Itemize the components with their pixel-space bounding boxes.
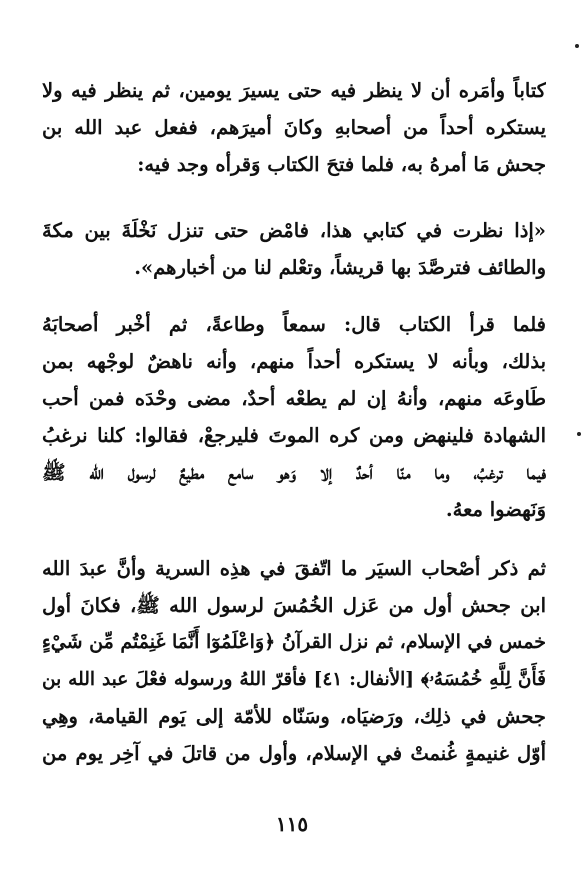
text-line: كتاباً وأمَره أن لا ينظر فيه حتى يسيرَ يومين، ثم ينظر فيه ولا bbox=[42, 79, 546, 102]
paragraph-1 bbox=[42, 72, 546, 183]
text-line: الشهادة فلينهض ومن كره الموتَ فليرجعْ، فقالوا: كلنا نرغبُ bbox=[42, 424, 546, 447]
text-line: فيما ترغبُ، وما منّا أحدٌ إلا وَهو سامع مطيعٌ لرسول الله ﷺ bbox=[42, 461, 546, 484]
margin-mark bbox=[577, 432, 581, 436]
text-line: أوّل غنيمةٍ غُنمتْ في الإسلام، وأول من قاتلَ في آخِر يوم من bbox=[42, 742, 546, 765]
paragraph-3 bbox=[42, 306, 546, 528]
text-line: جحش في ذلِك، ورَضيَاه، وسَنّاه للأمّة إلى يَوم القيامة، وهِي bbox=[42, 705, 546, 728]
paragraph-4 bbox=[42, 550, 546, 772]
quran-verse-line: فَأَنَّ لِلَّهِ خُمُسَهُۥ﴾ [الأنفال: ٤١] فأقرّ اللهُ ورسوله فعْلَ عبد الله بن bbox=[42, 669, 546, 690]
text-line: والطائف فترصَّدَ بها قريشاً، وتعْلم لنا من أخبارهم». bbox=[134, 256, 546, 279]
quran-verse-line: خمس في الإسلام، ثم نزل القرآنُ ﴿وَاعْلَمُوٓا أَنَّمَا غَنِمْتُم مِّن شَيْءٍ bbox=[42, 631, 546, 653]
text-line: بذلك، وبأنه لا يستكره أحداً منهم، وأنه ناهضٌ لوجْهه بمن bbox=[42, 350, 546, 373]
text-line: فلما قرأ الكتاب قال: سمعاً وطاعةً، ثم أخْبر أصحابَهُ bbox=[42, 313, 546, 336]
text-line: وَنَهضوا معهُ. bbox=[445, 498, 546, 521]
quoted-letter bbox=[42, 212, 546, 286]
margin-mark bbox=[575, 44, 579, 48]
page-number: ١١٥ bbox=[275, 812, 309, 836]
text-line: ثم ذكر أصْحاب السيَر ما اتّفقَ في هذِه السرية وأنَّ عبدَ الله bbox=[42, 557, 546, 580]
text-line: «إذا نظرت في كتابي هذا، فامْض حتى تنزل نَخْلَةَ بين مكةَ bbox=[42, 219, 546, 242]
text-line: جحش مَا أمرهُ به، فلما فتحَ الكتاب وَقرأه وجد فيه: bbox=[137, 153, 546, 176]
text-line: ابن جحش أول من عَزل الخُمُسَ لرسول الله ﷺ، فكانَ أول bbox=[42, 594, 546, 617]
text-line: يستكره أحداً من أصحابهِ وكانَ أميرَهم، ففعل عبد الله بن bbox=[42, 116, 546, 139]
text-line: طَاوعَه منهم، وأنهُ إن لم يطعْه أحدٌ، مضى وحْدَه فمن أحب bbox=[42, 387, 546, 410]
